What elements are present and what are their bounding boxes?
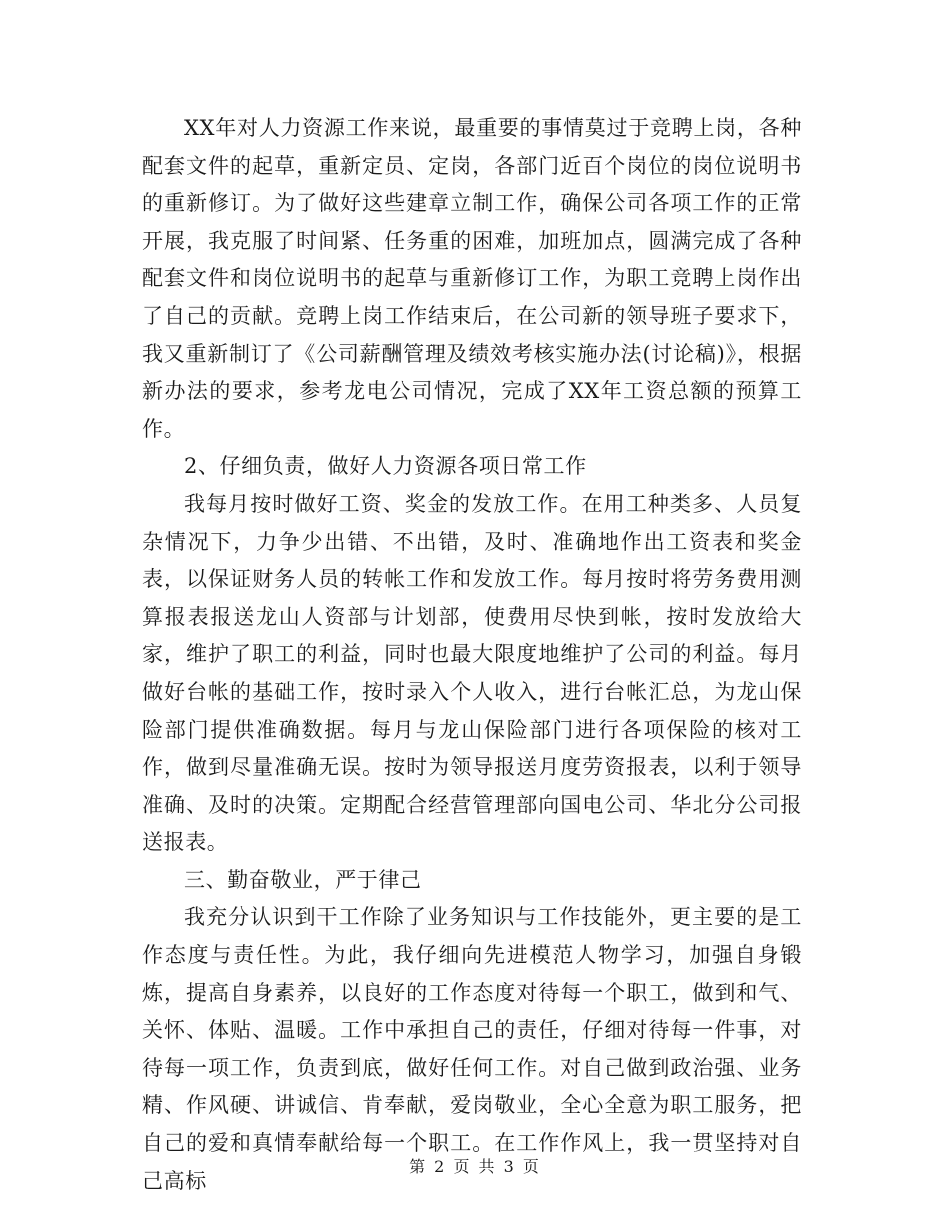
- section-heading-daily-work: 2、仔细负责，做好人力资源各项日常工作: [184, 454, 587, 479]
- paragraph-hr-competition: XX年对人力资源工作来说，最重要的事情莫过于竞聘上岗，各种配套文件的起草，重新定员、定岗，各部门近百个岗位的岗位说明书的重新修订。为了做好这些建章立制工作，确保公司各项工作的正常开展，我克服了时间紧、任务重的困难，加班加点，圆满完成了各种配套文件和岗位说明书的起草与重新修订工作，为职工竞聘上岗作出了自己的贡献。竞聘上岗工作结束后，在公司新的领导班子要求下，我又重新制订了《公司薪酬管理及绩效考核实施办法(讨论稿)》，根据新办法的要求，参考龙电公司情况，完成了XX年工资总额的预算工作。: [142, 116, 802, 441]
- section-heading-diligence: 三、勤奋敬业，严于律己: [184, 867, 422, 892]
- paragraph-salary-payment: 我每月按时做好工资、奖金的发放工作。在用工种类多、人员复杂情况下，力争少出错、不出错，及时、准确地作出工资表和奖金表，以保证财务人员的转帐工作和发放工作。每月按时将劳务费用测算报表报送龙山人资部与计划部，使费用尽快到帐，按时发放给大家，维护了职工的利益，同时也最大限度地维护了公司的利益。每月做好台帐的基础工作，按时录入个人收入，进行台帐汇总，为龙山保险部门提供准确数据。每月与龙山保险部门进行各项保险的核对工作，做到尽量准确无误。按时为领导报送月度劳资报表，以利于领导准确、及时的决策。定期配合经营管理部向国电公司、华北分公司报送报表。: [142, 491, 802, 855]
- document-body: [142, 110, 802, 1200]
- page-number-footer: 第 2 页 共 3 页: [409, 1157, 541, 1176]
- paragraph-work-attitude: 我充分认识到干工作除了业务知识与工作技能外，更主要的是工作态度与责任性。为此，我仔细向先进模范人物学习，加强自身锻炼，提高自身素养，以良好的工作态度对待每一个职工，做到和气、关怀、体贴、温暖。工作中承担自己的责任，仔细对待每一件事，对待每一项工作，负责到底，做好任何工作。对自己做到政治强、业务精、作风硬、讲诚信、肯奉献，爱岗敬业，全心全意为职工服务，把自己的爱和真情奉献给每一个职工。在工作作风上，我一贯坚持对自己高标: [142, 905, 802, 1193]
